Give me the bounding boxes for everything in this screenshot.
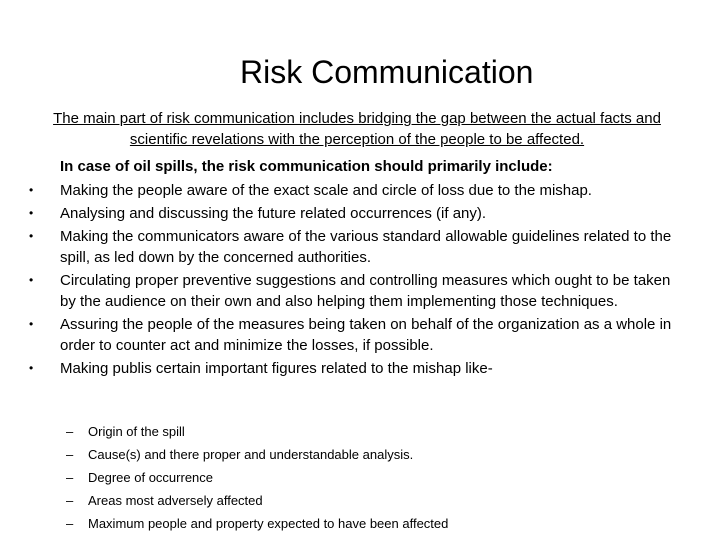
sub-bullet-item (66, 466, 448, 489)
sub-bullet-item (66, 512, 449, 535)
lead-sentence: In case of oil spills, the risk communication should primarily include: (60, 158, 553, 175)
sub-bullet-marker: – (66, 447, 74, 462)
sub-bullet-item (66, 489, 448, 512)
sub-bullet-text: Cause(s) and there proper and understandable analysis. (88, 447, 414, 462)
sub-bullet-marker: – (66, 424, 74, 439)
bullet-item (29, 314, 672, 356)
bullet-text: Analysing and discussing the future related occurrences (if any). (60, 205, 487, 222)
sub-bullet-marker: – (66, 470, 74, 485)
bullet-marker: • (29, 361, 34, 375)
bullet-item (29, 358, 672, 379)
sub-bullet-list (0, 420, 448, 535)
bullet-marker: • (29, 317, 34, 331)
bullet-item (29, 270, 672, 312)
bullet-text: Making publis certain important figures related to the mishap like- (60, 360, 493, 377)
sub-bullet-text: Degree of occurrence (88, 470, 214, 485)
sub-bullet-text: Origin of the spill (88, 424, 185, 439)
bullet-item (29, 180, 672, 201)
sub-bullet-marker: – (66, 493, 74, 508)
sub-bullet-item (66, 443, 448, 466)
bullet-item (29, 226, 672, 268)
bullet-marker: • (29, 206, 34, 220)
bullet-marker: • (29, 229, 34, 243)
intro-paragraph: The main part of risk communication includes bridging the gap between the actual facts and scientific revelations with the perception of the people to be affected. (53, 110, 661, 148)
bullet-text: Making the people aware of the exact scale and circle of loss due to the mishap. (60, 182, 592, 199)
sub-bullet-text: Areas most adversely affected (88, 493, 263, 508)
bullet-text: Circulating proper preventive suggestions and controlling measures which ought to be taken by the audience on their own and also helping them implementing those techniques. (60, 272, 671, 310)
sub-bullet-text: Maximum people and property expected to have been affected (88, 516, 449, 531)
sub-bullet-marker: – (66, 516, 74, 531)
bullet-list (0, 180, 672, 381)
slide-title: Risk Communication (240, 54, 534, 90)
bullet-item (29, 203, 672, 224)
bullet-marker: • (29, 183, 34, 197)
bullet-text: Assuring the people of the measures being taken on behalf of the organization as a whole in order to counter act and minimize the losses, if possible. (60, 316, 672, 354)
bullet-text: Making the communicators aware of the various standard allowable guidelines related to the spill, as led down by the concerned authorities. (60, 228, 672, 266)
bullet-marker: • (29, 273, 34, 287)
sub-bullet-item (66, 420, 448, 443)
